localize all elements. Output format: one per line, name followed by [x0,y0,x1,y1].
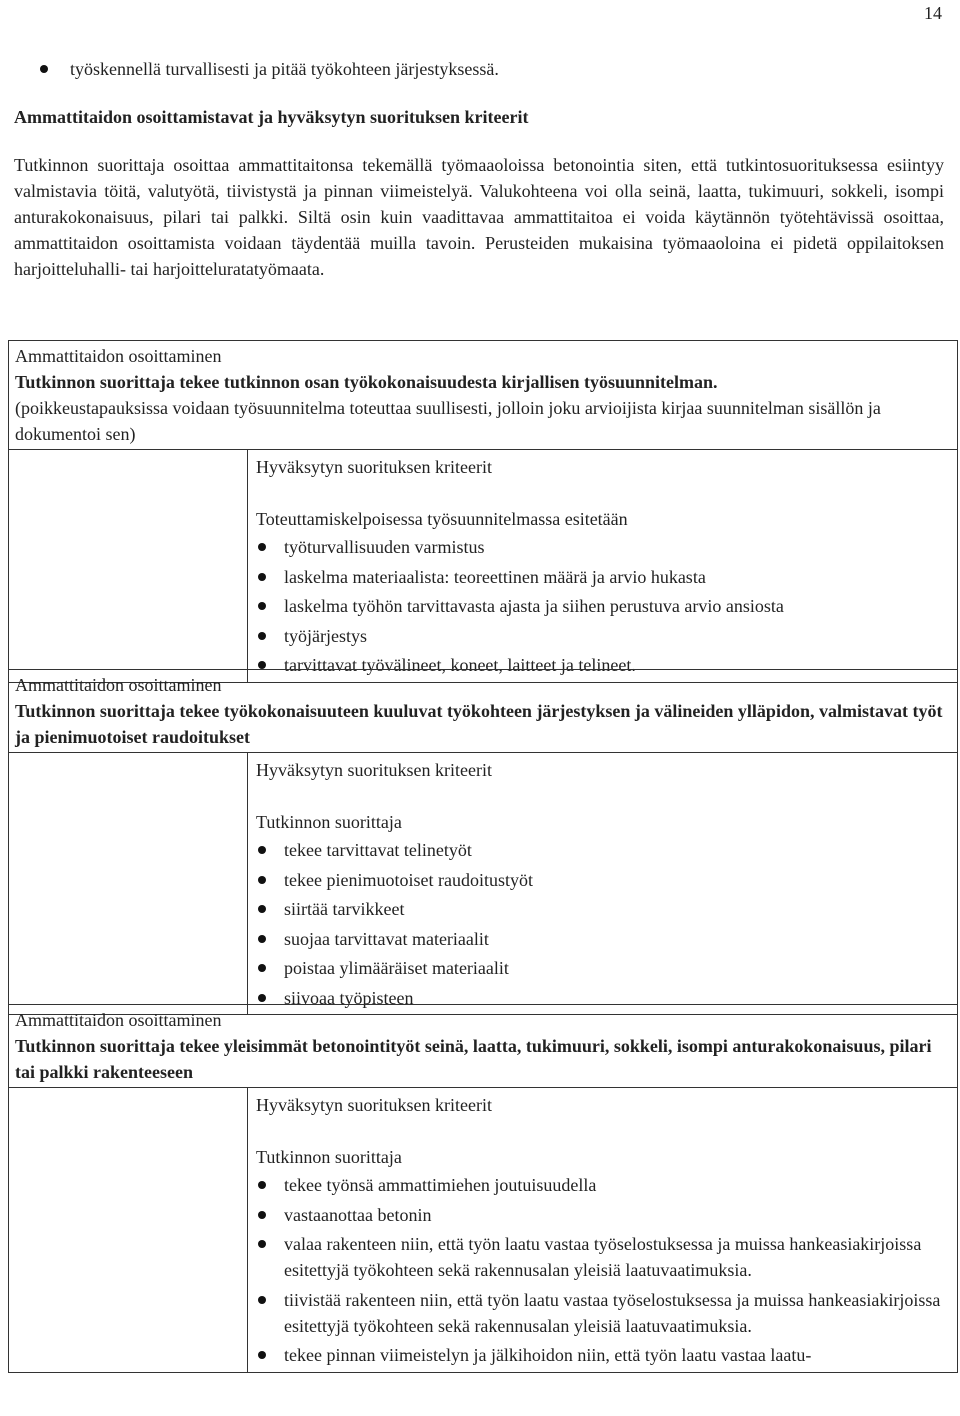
criteria-cell [248,450,958,683]
demonstration-label: Ammattitaidon osoittaminen [15,1010,222,1030]
demonstration-label: Ammattitaidon osoittaminen [15,346,222,366]
bullet-icon [40,65,48,73]
criteria-table-3 [8,1004,958,1373]
empty-cell [9,450,248,683]
list-item: työjärjestys [256,623,949,649]
empty-cell [9,1088,248,1373]
page-number: 14 [924,3,942,23]
demonstration-header [9,341,958,450]
criteria-intro: Tutkinnon suorittaja [256,812,402,832]
intro-text: Tutkinnon suorittaja osoittaa ammattitaitonsa tekemällä työmaaoloissa betonointia siten, että tutkintosuorituksessa esiintyy valmistavia töitä, valutyötä, tiivistystä ja pinnan viimeistelyä. Valukohteena voi olla seinä, laatta, tukimuuri, sokkeli, isompi anturakokonaisuus, pilari tai palkki. Siltä osin kuin vaadittavaa ammattitaitoa ei voida käytännön työtehtävissä osoittaa, ammattitaidon osoittamista voidaan täydentää muilla tavoin. Perusteiden mukaisina työmaaoloina ei pidetä oppilaitoksen harjoitteluhalli- tai harjoitteluratatyömaata. [14,155,944,279]
criteria-list [256,534,949,678]
criteria-title: Hyväksytyn suorituksen kriteerit [256,1095,492,1115]
task-title: Tutkinnon suorittaja tekee yleisimmät betonointityöt seinä, laatta, tukimuuri, sokkeli, isompi anturakokonaisuus, pilari tai palkki rakenteeseen [15,1036,932,1082]
list-item: tekee työnsä ammattimiehen joutuisuudella [256,1172,949,1198]
criteria-list [256,837,949,1011]
list-item: tekee pienimuotoiset raudoitustyöt [256,867,949,893]
list-item: valaa rakenteen niin, että työn laatu vastaa työselostuksessa ja muissa hankeasiakirjoissa esitettyjä työkohteen sekä rakennusalan yleisiä laatuvaatimuksia. [256,1231,949,1283]
list-item: siivoaa työpisteen [256,985,949,1011]
criteria-list [256,1172,949,1368]
empty-cell [9,753,248,1015]
demonstration-header [9,1005,958,1088]
list-item: tekee tarvittavat telinetyöt [256,837,949,863]
top-bullet-text: työskennellä turvallisesti ja pitää työkohteen järjestyksessä. [70,59,499,79]
criteria-cell [248,1088,958,1373]
criteria-intro: Toteuttamiskelpoisessa työsuunnitelmassa esitetään [256,509,628,529]
list-item: tiivistää rakenteen niin, että työn laatu vastaa työselostuksessa ja muissa hankeasiakirjoissa esitettyjä työkohteen sekä rakennusalan yleisiä laatuvaatimuksia. [256,1287,949,1339]
demonstration-label: Ammattitaidon osoittaminen [15,675,222,695]
criteria-title: Hyväksytyn suorituksen kriteerit [256,457,492,477]
list-item: vastaanottaa betonin [256,1202,949,1228]
section-heading: Ammattitaidon osoittamistavat ja hyväksytyn suorituksen kriteerit [14,107,529,127]
top-bullet [40,56,499,82]
criteria-table-1 [8,340,958,683]
list-item: tekee pinnan viimeistelyn ja jälkihoidon niin, että työn laatu vastaa laatu- [256,1342,949,1368]
list-item: laskelma materiaalista: teoreettinen määrä ja arvio hukasta [256,564,949,590]
task-title: Tutkinnon suorittaja tekee tutkinnon osan työkokonaisuudesta kirjallisen työsuunnitelman. [15,372,718,392]
demonstration-header [9,670,958,753]
list-item: tarvittavat työvälineet, koneet, laitteet ja telineet. [256,652,949,678]
list-item: poistaa ylimääräiset materiaalit [256,955,949,981]
criteria-cell [248,753,958,1015]
intro-paragraph [14,152,944,282]
task-note: (poikkeustapauksissa voidaan työsuunnitelma toteuttaa suullisesti, jolloin joku arvioijista kirjaa suunnitelman sisällön ja dokumentoi sen) [15,398,881,444]
criteria-title: Hyväksytyn suorituksen kriteerit [256,760,492,780]
list-item: suojaa tarvittavat materiaalit [256,926,949,952]
criteria-intro: Tutkinnon suorittaja [256,1147,402,1167]
criteria-table-2 [8,669,958,1015]
list-item: työturvallisuuden varmistus [256,534,949,560]
list-item: siirtää tarvikkeet [256,896,949,922]
list-item: laskelma työhön tarvittavasta ajasta ja siihen perustuva arvio ansiosta [256,593,949,619]
task-title: Tutkinnon suorittaja tekee työkokonaisuuteen kuuluvat työkohteen järjestyksen ja välineiden ylläpidon, valmistavat työt ja pienimuotoiset raudoitukset [15,701,943,747]
